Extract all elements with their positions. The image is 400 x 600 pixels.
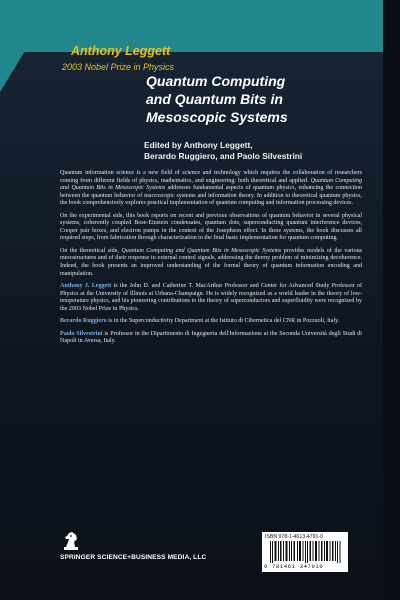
blurb-p3-end: provides models of the various mesostructures and of their response to external control signals, addressing the thorny problem of minimizing decoherence. Indeed, the book presents an improved understanding of the formal theory of quantum information encoding and manipulation.	[60, 247, 363, 277]
barcode-graphic	[270, 541, 342, 563]
blurb-p1-start: Quantum information science is a new field of science and technology which requires the collaboration of researchers coming from different fields of physics, mathematics, and engineering: both theoretical and applied.	[60, 170, 362, 184]
teal-corner-decoration	[0, 0, 56, 92]
isbn-label: ISBN 978-1-4613-4791-0	[265, 534, 323, 540]
spine-edge-strip	[383, 0, 400, 600]
blurb-paragraph-3	[60, 248, 362, 278]
blurb-p3-book-title: Quantum Computing and Quantum Bits in Mesoscopic Systems	[121, 247, 282, 254]
barcode-digits: 9 781461 347910	[264, 563, 324, 570]
teal-header-band	[0, 0, 383, 52]
bio-leggett-name: Anthony J. Leggett	[60, 283, 112, 290]
blurb-paragraph-1	[60, 170, 362, 208]
bio-ruggiero-text: is in the Superconductivity Department at the Istituto di Cibernetica del CNR in Pozzuoli, Italy.	[106, 318, 340, 325]
nobel-prize-line: 2003 Nobel Prize in Physics	[62, 62, 175, 72]
publisher-name: SPRINGER SCIENCE+BUSINESS MEDIA, LLC	[60, 554, 207, 561]
bio-silvestrini-name: Paolo Silvestrini	[60, 330, 103, 337]
title-line-3: Mesoscopic Systems	[146, 109, 288, 125]
bio-leggett	[60, 283, 362, 313]
book-title	[146, 72, 356, 126]
blurb-p3-start: On the theoretical side,	[60, 247, 122, 254]
title-line-1: Quantum Computing	[146, 73, 286, 89]
blurb-p1-book-title: Quantum Computing and Quantum Bits in Mesoscopic Systems	[60, 177, 362, 192]
springer-chess-knight-icon	[60, 530, 82, 552]
editors-line-2: Berardo Ruggiero, and Paolo Silvestrini	[144, 151, 303, 161]
bio-silvestrini-text: is Professor in the Dipartimento di Ingegneria dell'Informazione at the Seconda Università degli Studi di Napoli in Aversa, Italy.	[60, 330, 362, 345]
blurb-p1-end: addresses fundamental aspects of quantum physics, enhancing the connection between the quantum behavior of macroscopic systems and information theory. In addition to theoretical quantum physics, the book comprehensively explores practical implementation of quantum computing and information processing devices.	[60, 185, 363, 207]
editors-line-1: Edited by Anthony Leggett,	[144, 140, 253, 150]
bio-silvestrini	[60, 331, 362, 346]
blurb-text	[60, 170, 362, 351]
bio-leggett-text: is the John D. and Catherine T. MacArthur Professor and Center for Advanced Study Professor of Physics at the University of Illinois at Urbana-Champaign. He is widely recognized as a world leader in the theory of low-temperature physics, and his pioneering contributions to the theory of superconductors and superfluidity were recognized by the 2003 Nobel Prize in Physics.	[60, 283, 362, 312]
bio-ruggiero-name: Berardo Ruggiero	[60, 318, 107, 325]
author-banner: Anthony Leggett	[71, 44, 171, 58]
title-line-2: and Quantum Bits in	[146, 91, 283, 107]
editors-credit	[144, 140, 374, 162]
isbn-barcode-box	[262, 532, 348, 572]
blurb-paragraph-2: On the experimental side, this book reports on recent and previous observations of quantum behavior in several physical systems, coherently coupled Bose-Einstein condensates, quantum dots, superconducting quantum interference devices, Cooper pair boxes, and electron pumps in the context of the Josephson effect. In these systems, the book discusses all required steps, from fabrication through characterization to the final basic implementation for quantum computing.	[60, 212, 362, 242]
bio-ruggiero	[60, 318, 362, 326]
